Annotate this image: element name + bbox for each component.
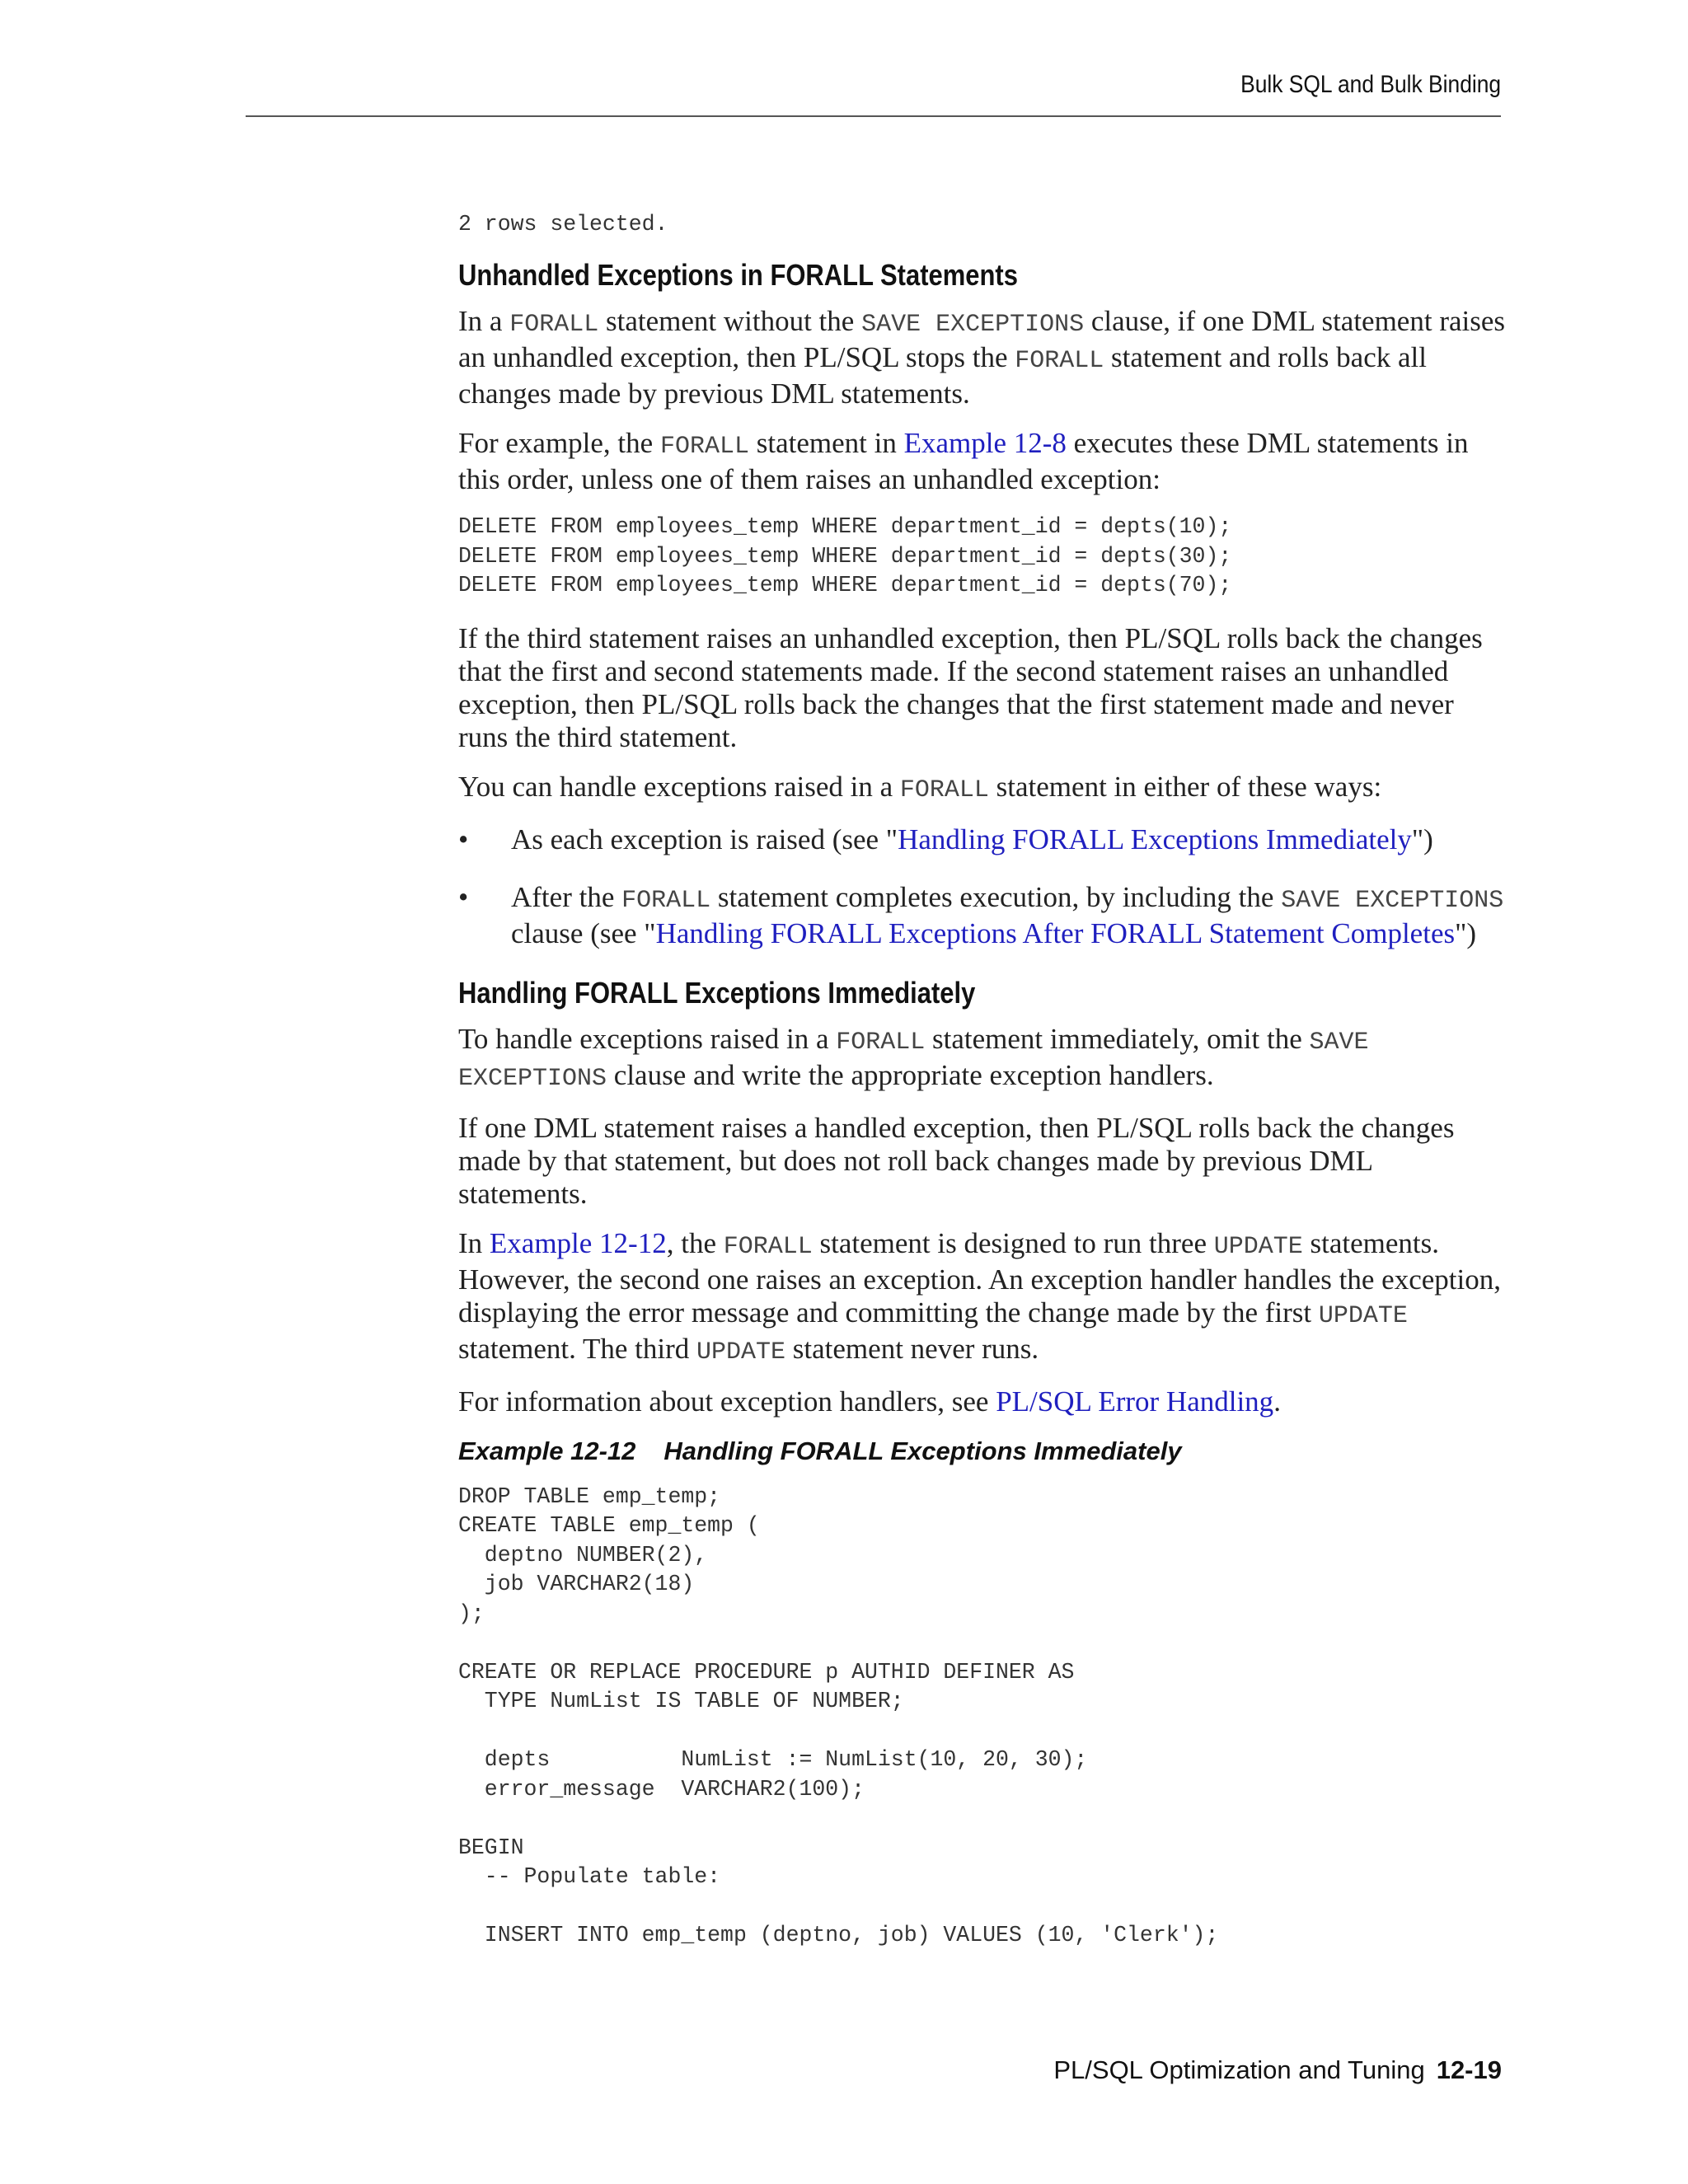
section-heading-handling-immediately: Handling FORALL Exceptions Immediately (458, 975, 976, 1010)
paragraph-handle-ways (458, 771, 1505, 807)
code-forall: FORALL (899, 776, 989, 804)
code-forall: FORALL (621, 886, 711, 915)
paragraph-handle-immediately (458, 1023, 1505, 1095)
text: clause, if one DML statement raises an unhandled exception, then PL/SQL stops the (458, 305, 1506, 373)
text: statements. However, the second one raises an exception. An exception handler handles the exception, displaying the error message and committing the change made by the first (458, 1226, 1501, 1329)
example-title: Handling FORALL Exceptions Immediately (663, 1436, 1182, 1465)
text: . (1273, 1385, 1281, 1418)
link-plsql-error-handling[interactable]: PL/SQL Error Handling (996, 1385, 1274, 1418)
text: ") (1455, 916, 1477, 949)
code-update: UPDATE (1318, 1301, 1408, 1330)
bullet-icon: • (458, 823, 469, 855)
text: ") (1411, 823, 1433, 855)
code-forall: FORALL (659, 433, 749, 461)
code-forall: FORALL (1015, 347, 1104, 375)
text: To handle exceptions raised in a (458, 1022, 837, 1055)
text: statement is designed to run three (812, 1226, 1214, 1259)
bullet-icon: • (458, 880, 469, 913)
text: In a (458, 305, 510, 337)
example-caption (458, 1435, 1505, 1468)
running-head-title: Bulk SQL and Bulk Binding (1240, 71, 1501, 98)
rows-selected-output: 2 rows selected. (458, 212, 668, 237)
list-item (458, 823, 1505, 856)
text: After the (511, 880, 622, 913)
footer-book-title: PL/SQL Optimization and Tuning (1053, 2055, 1425, 2084)
text: statement and rolls back all changes made by previous DML statements. (458, 341, 1427, 410)
list-item (458, 881, 1505, 950)
bullet-list-handling-ways (458, 823, 1505, 950)
paragraph-example-12-12-description (458, 1227, 1505, 1369)
text: For example, the (458, 427, 660, 459)
paragraph-forall-example (458, 427, 1505, 496)
link-handling-forall-exceptions-after-completes[interactable]: Handling FORALL Exceptions After FORALL Statement Completes (655, 916, 1456, 949)
header-rule (246, 115, 1501, 117)
text: statement never runs. (785, 1332, 1039, 1365)
text: For information about exception handlers, see (458, 1385, 996, 1418)
code-update: UPDATE (696, 1338, 786, 1366)
link-example-12-8[interactable]: Example 12-8 (903, 427, 1067, 459)
text: statement without the (598, 305, 862, 337)
code-block-delete-statements: DELETE FROM employees_temp WHERE department_id = depts(10); DELETE FROM employees_temp WHERE department_id = depts(30); DELETE FROM employees_temp WHERE department_id = depts(70); (458, 514, 1232, 598)
link-example-12-12[interactable]: Example 12-12 (489, 1226, 667, 1259)
example-label: Example 12-12 (458, 1436, 636, 1465)
code-forall: FORALL (723, 1232, 813, 1261)
text: clause and write the appropriate exception handlers. (607, 1058, 1214, 1091)
code-save-exceptions: SAVE EXCEPTIONS (861, 311, 1085, 339)
text: executes these DML statements in this order, unless one of them raises an unhandled exception: (458, 427, 1469, 495)
code-block-example-12-12: DROP TABLE emp_temp; CREATE TABLE emp_temp ( deptno NUMBER(2), job VARCHAR2(18) ); CREATE OR REPLACE PROCEDURE p AUTHID DEFINER AS TYPE NumList IS TABLE OF NUMBER; depts NumList := NumList(10, 20, 30); error_message VARCHAR2(100); BEGIN -- Populate table: INSERT INTO emp_temp (deptno, job) VALUES (10, 'Clerk'); (458, 1483, 1219, 1947)
text: statement immediately, omit the (925, 1022, 1310, 1055)
footer-page-number: 12-19 (1436, 2055, 1502, 2084)
link-handling-forall-exceptions-immediately[interactable]: Handling FORALL Exceptions Immediately (898, 823, 1412, 855)
code-save-exceptions: SAVE EXCEPTIONS (1281, 886, 1504, 915)
text: statement in (748, 427, 904, 459)
paragraph-handled-exception-rollback: If one DML statement raises a handled exception, then PL/SQL rolls back the changes made by that statement, but does not roll back changes made by previous DML statements. (458, 1111, 1455, 1210)
paragraph-forall-no-save-exceptions (458, 305, 1505, 410)
code-update: UPDATE (1213, 1232, 1303, 1261)
paragraph-exception-handlers-info (458, 1385, 1505, 1418)
section-heading-unhandled-exceptions: Unhandled Exceptions in FORALL Statements (458, 258, 1018, 292)
code-forall: FORALL (836, 1028, 926, 1057)
page-footer (1053, 2055, 1502, 2085)
text: , the (666, 1226, 724, 1259)
text: statement in either of these ways: (988, 770, 1382, 803)
text: statement. The third (458, 1332, 697, 1365)
code-save-exceptions: SAVE EXCEPTIONS (458, 1028, 1369, 1093)
text: statement completes execution, by including the (710, 880, 1282, 913)
text: As each exception is raised (see " (511, 823, 898, 855)
paragraph-rollback-behavior: If the third statement raises an unhandled exception, then PL/SQL rolls back the changes that the first and second statements made. If the second statement raises an unhandled exception, then PL/SQL rolls back the changes that the first statement made and never runs the third statement. (458, 621, 1483, 753)
text: You can handle exceptions raised in a (458, 770, 900, 803)
page-content (458, 210, 1505, 1972)
text: In (458, 1226, 490, 1259)
code-forall: FORALL (509, 311, 599, 339)
text: clause (see " (511, 916, 656, 949)
